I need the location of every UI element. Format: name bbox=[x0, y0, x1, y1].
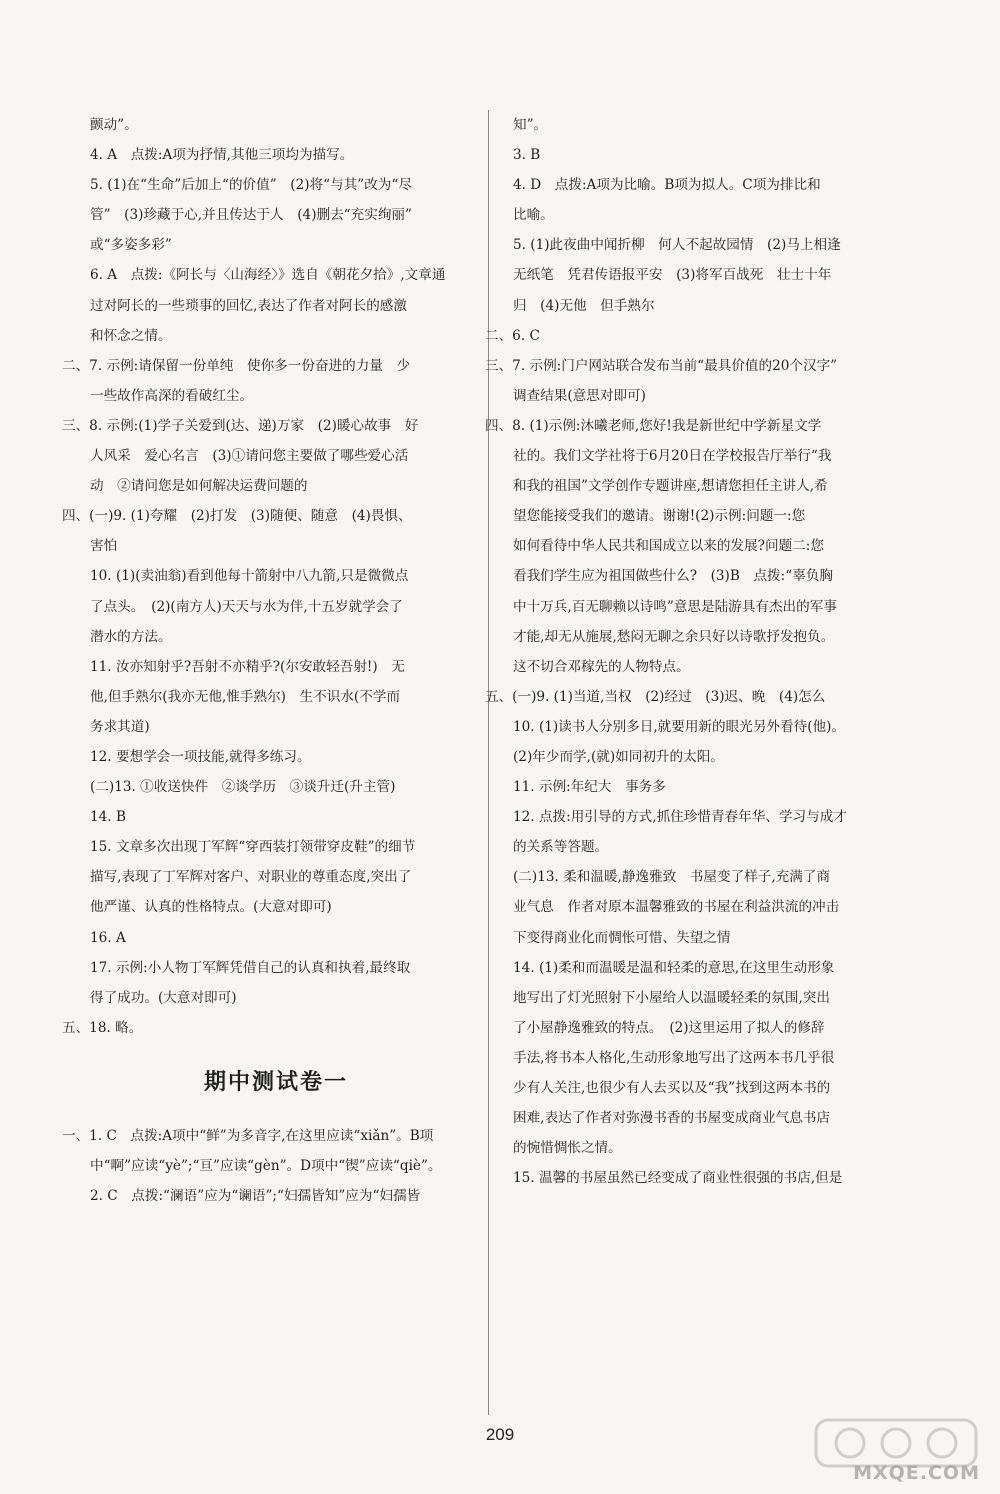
answer-line: 三、7. 示例:门户网站联合发布当前“最具价值的20个汉字” bbox=[485, 357, 838, 374]
answer-line: 下变得商业化而惆怅可惜、失望之情 bbox=[513, 929, 731, 946]
answer-line: 10. (1)(卖油翁)看到他每十箭射中八九箭,只是微微点 bbox=[90, 568, 409, 585]
answer-line: 他,但手熟尔(我亦无他,惟手熟尔) 生不识水(不学而 bbox=[90, 688, 401, 705]
answer-line: 少有人关注,也很少有人去买以及“我”找到这两本书的 bbox=[513, 1080, 831, 1096]
answer-line: 手法,将书本人格化,生动形象地写出了这两本书几乎很 bbox=[513, 1049, 835, 1066]
answer-line: 14. (1)柔和而温暖是温和轻柔的意思,在这里生动形象 bbox=[513, 959, 835, 976]
answer-line: 一些故作高深的看破红尘。 bbox=[90, 387, 254, 404]
answer-line: 动 ②请问您是如何解决运费问题的 bbox=[90, 478, 308, 495]
answer-line: 16. A bbox=[90, 929, 126, 946]
answer-line: 一、1. C 点拨:A项中“鲜”为多音字,在这里应读“xiǎn”。B项 bbox=[62, 1127, 434, 1144]
answer-line: 无纸笔 凭君传语报平安 (3)将军百战死 壮士十年 bbox=[513, 267, 832, 284]
answer-line: 和我的祖国”文学创作专题讲座,想请您担任主讲人,希 bbox=[513, 478, 828, 495]
right-column bbox=[485, 110, 905, 1193]
answer-line: 业气息 作者对原本温馨雅致的书屋在利益洪流的冲击 bbox=[513, 899, 840, 916]
answer-line: 过对阿长的一些琐事的回忆,表达了作者对阿长的感激 bbox=[90, 297, 407, 314]
answer-line: 五、18. 略。 bbox=[62, 1019, 143, 1036]
answer-line: 才能,却无从施展,愁闷无聊之余只好以诗歌抒发抱负。 bbox=[513, 628, 835, 645]
answer-line: 中“啊”应读“yè”;“亘”应读“gèn”。D项中“锲”应读“qiè”。 bbox=[90, 1158, 442, 1174]
answer-line: 颤动”。 bbox=[90, 117, 138, 133]
answer-line: 12. 点拨:用引导的方式,抓住珍惜青春年华、学习与成才 bbox=[513, 809, 847, 826]
answer-line: 描写,表现了丁军辉对客户、对职业的尊重态度,突出了 bbox=[90, 869, 412, 886]
answer-line: 困难,表达了作者对弥漫书香的书屋变成商业气息书店 bbox=[513, 1110, 830, 1127]
answer-line: 他严谨、认真的性格特点。(大意对即可) bbox=[90, 899, 332, 916]
answer-line: 四、(一)9. (1)夸耀 (2)打发 (3)随便、随意 (4)畏惧、 bbox=[62, 508, 412, 525]
answer-line: 5. (1)在“生命”后加上“的价值” (2)将“与其”改为“尽 bbox=[90, 177, 412, 194]
answer-line: (二)13. ①收送快件 ②谈学历 ③谈升迁(升主管) bbox=[90, 779, 396, 796]
answer-line: 3. B bbox=[513, 147, 541, 164]
answer-line: 的关系等答题。 bbox=[513, 839, 609, 856]
answer-line: 15. 文章多次出现丁军辉“穿西装打领带穿皮鞋”的细节 bbox=[90, 839, 416, 856]
answer-line: 归 (4)无他 但手熟尔 bbox=[513, 297, 655, 314]
answer-line: (2)年少而学,(就)如同初升的太阳。 bbox=[513, 748, 724, 765]
answer-line: 10. (1)读书人分别多日,就要用新的眼光另外看待(他)。 bbox=[513, 718, 845, 735]
answer-line: 11. 示例:年纪大 事务多 bbox=[513, 779, 666, 796]
answer-line: 二、6. C bbox=[485, 327, 540, 344]
answer-line: 如何看待中华人民共和国成立以来的发展?问题二:您 bbox=[513, 538, 824, 555]
answer-line: 四、8. (1)示例:沐曦老师,您好!我是新世纪中学新星文学 bbox=[485, 417, 822, 434]
answer-line: 4. A 点拨:A项为抒情,其他三项均为描写。 bbox=[90, 147, 354, 164]
answer-line: 五、(一)9. (1)当道,当权 (2)经过 (3)迟、晚 (4)怎么 bbox=[485, 688, 826, 705]
left-column bbox=[62, 110, 462, 1211]
answer-line: 得了成功。(大意对即可) bbox=[90, 989, 237, 1006]
answer-line: 三、8. 示例:(1)学子关爱到(达、递)万家 (2)暖心故事 好 bbox=[62, 417, 419, 434]
answer-line: 了点头。 (2)(南方人)天天与水为伴,十五岁就学会了 bbox=[90, 598, 403, 615]
answer-line: 地写出了灯光照射下小屋给人以温暖轻柔的氛围,突出 bbox=[513, 989, 830, 1006]
answer-line: 17. 示例:小人物丁军辉凭借自己的认真和执着,最终取 bbox=[90, 959, 411, 976]
answer-line: 比喻。 bbox=[513, 207, 554, 224]
answer-line: 中十万兵,百无聊赖以诗鸣”意思是陆游具有杰出的军事 bbox=[513, 598, 837, 615]
watermark-text: MXQE.COM bbox=[853, 1462, 980, 1484]
answer-line: 了小屋静逸雅致的特点。 (2)这里运用了拟人的修辞 bbox=[513, 1019, 825, 1036]
answer-line: 社的。我们文学社将于6月20日在学校报告厅举行“我 bbox=[513, 448, 832, 465]
answer-line: 知”。 bbox=[513, 117, 548, 133]
answer-line: 11. 汝亦知射乎?吾射不亦精乎?(尔安敢轻吾射!) 无 bbox=[90, 658, 405, 675]
answer-line: 这不切合邓稼先的人物特点。 bbox=[513, 658, 690, 675]
answer-line: 害怕 bbox=[90, 538, 118, 555]
answer-line: 14. B bbox=[90, 809, 126, 826]
answer-line: 看我们学生应为祖国做些什么? (3)B 点拨:“辜负胸 bbox=[513, 568, 833, 585]
answer-line: (二)13. 柔和温暖,静逸雅致 书屋变了样子,充满了商 bbox=[513, 869, 831, 886]
answer-line: 调查结果(意思对即可) bbox=[513, 387, 646, 404]
answer-line: 人风采 爱心名言 (3)①请问您主要做了哪些爱心活 bbox=[90, 448, 409, 465]
answer-line: 15. 温馨的书屋虽然已经变成了商业性很强的书店,但是 bbox=[513, 1170, 843, 1187]
answer-line: 或“多姿多彩” bbox=[90, 237, 172, 254]
answer-line: 4. D 点拨:A项为比喻。B项为拟人。C项为排比和 bbox=[513, 177, 821, 194]
answer-line: 2. C 点拨:“澜语”应为“谰语”;“妇孺皆知”应为“妇孺皆 bbox=[90, 1188, 421, 1205]
answer-line: 潜水的方法。 bbox=[90, 628, 172, 645]
answer-line: 二、7. 示例:请保留一份单纯 使你多一份奋进的力量 少 bbox=[62, 357, 411, 374]
answer-line: 的惋惜惆怅之情。 bbox=[513, 1140, 622, 1157]
answer-line: 12. 要想学会一项技能,就得多练习。 bbox=[90, 748, 311, 765]
answer-line: 望您能接受我们的邀请。谢谢!(2)示例:问题一:您 bbox=[513, 508, 806, 525]
answer-line: 5. (1)此夜曲中闻折柳 何人不起故园情 (2)马上相逢 bbox=[513, 237, 841, 254]
answer-line: 务求其道) bbox=[90, 718, 150, 735]
answer-line: 6. A 点拨:《阿长与〈山海经〉》选自《朝花夕拾》,文章通 bbox=[90, 267, 446, 284]
column-divider bbox=[488, 110, 489, 1415]
answer-line: 管” (3)珍藏于心,并且传达于人 (4)删去“充实绚丽” bbox=[90, 207, 412, 224]
page-number: 209 bbox=[485, 1425, 515, 1444]
answer-line: 和怀念之情。 bbox=[90, 327, 172, 344]
section-title: 期中测试卷一 bbox=[203, 1069, 348, 1095]
